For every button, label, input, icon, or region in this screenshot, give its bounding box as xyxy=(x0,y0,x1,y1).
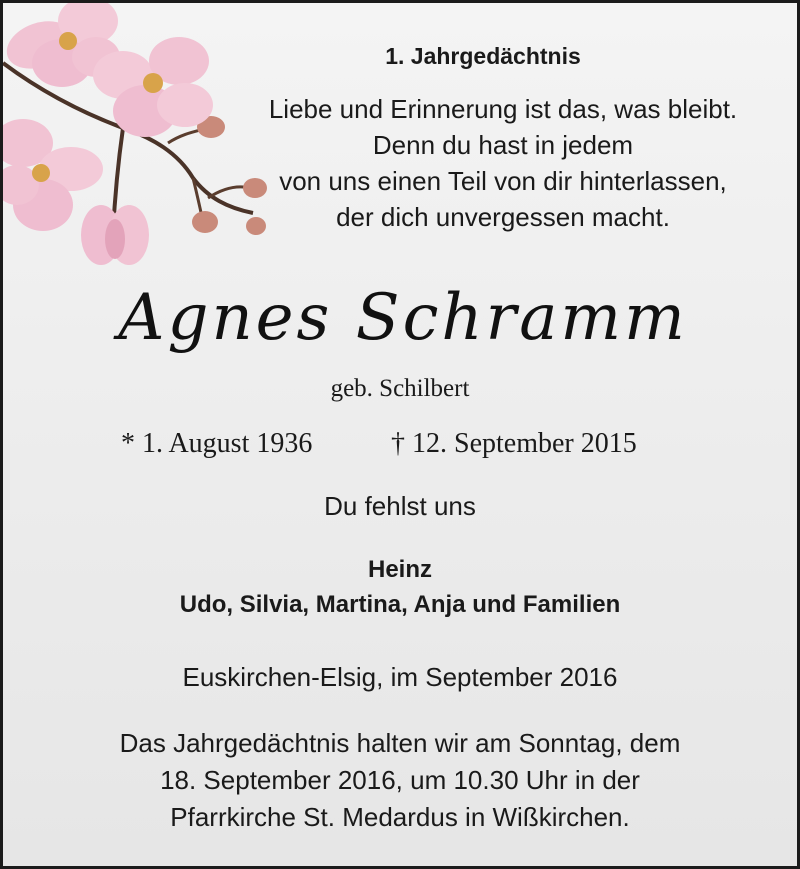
place-and-date: Euskirchen-Elsig, im September 2016 xyxy=(182,662,618,692)
service-line: 18. September 2016, um 10.30 Uhr in der xyxy=(160,765,640,795)
service-line: Das Jahrgedächtnis halten wir am Sonntag, dem xyxy=(119,728,681,758)
service-line: Pfarrkirche St. Medardus in Wißkirchen. xyxy=(170,802,630,832)
anniversary-heading: 1. Jahrgedächtnis xyxy=(385,43,581,69)
service-notice xyxy=(3,725,797,836)
poem-line: der dich unvergessen macht. xyxy=(336,202,670,232)
poem-line: Liebe und Erinnerung ist das, was bleibt. xyxy=(268,94,738,124)
deceased-name: Agnes Schramm xyxy=(118,281,688,355)
death-date: † 12. September 2015 xyxy=(391,428,637,459)
poem-line: von uns einen Teil von dir hinterlassen, xyxy=(279,166,727,196)
signatory-family: Udo, Silvia, Martina, Anja und Familien xyxy=(179,591,621,618)
poem-line: Denn du hast in jedem xyxy=(372,130,634,160)
memorial-poem xyxy=(243,91,763,235)
birth-date: * 1. August 1936 xyxy=(121,428,313,459)
birth-name: geb. Schilbert xyxy=(330,375,470,402)
signatory-primary: Heinz xyxy=(367,556,432,583)
closing-phrase: Du fehlst uns xyxy=(324,491,476,521)
